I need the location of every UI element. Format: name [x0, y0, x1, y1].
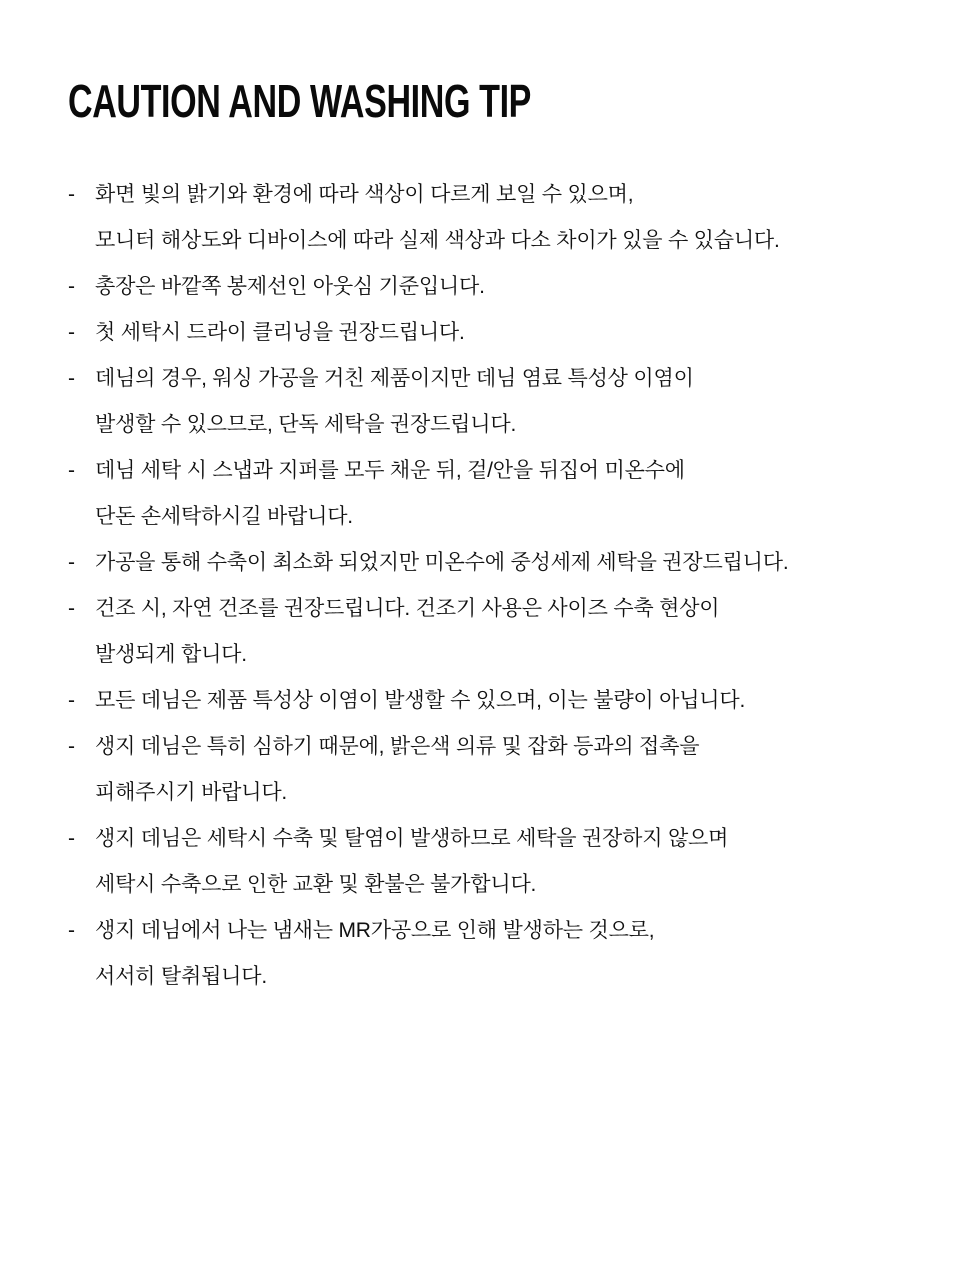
list-item-line: 데님 세탁 시 스냅과 지퍼를 모두 채운 뒤, 겉/안을 뒤집어 미온수에 [95, 459, 685, 482]
list-item-text [95, 724, 898, 816]
list-item [68, 448, 898, 540]
list-item-line: 생지 데님은 세탁시 수축 및 탈염이 발생하므로 세탁을 권장하지 않으며 [95, 827, 729, 850]
list-item-line: 모든 데님은 제품 특성상 이염이 발생할 수 있으며, 이는 불량이 아닙니다. [95, 689, 746, 712]
list-item-text [95, 908, 898, 1000]
bullet-dash: - [68, 919, 75, 942]
list-item-line: 세탁시 수축으로 인한 교환 및 환불은 불가합니다. [95, 873, 537, 896]
list-item-line: 가공을 통해 수축이 최소화 되었지만 미온수에 중성세제 세탁을 권장드립니다. [95, 551, 789, 574]
list-item-text [95, 310, 898, 356]
list-item-line: 생지 데님은 특히 심하기 때문에, 밝은색 의류 및 잡화 등과의 접촉을 [95, 735, 700, 758]
list-item [68, 678, 898, 724]
list-item [68, 724, 898, 816]
list-item [68, 264, 898, 310]
list-item-text [95, 448, 898, 540]
list-item [68, 586, 898, 678]
list-item-text [95, 172, 898, 264]
list-item-line: 건조 시, 자연 건조를 권장드립니다. 건조기 사용은 사이즈 수축 현상이 [95, 597, 720, 620]
list-item [68, 540, 898, 586]
list-item [68, 172, 898, 264]
bullet-dash: - [68, 183, 75, 206]
list-item-line: 첫 세탁시 드라이 클리닝을 권장드립니다. [95, 321, 465, 344]
list-item-line: 단돈 손세탁하시길 바랍니다. [95, 505, 353, 528]
list-item-text [95, 816, 898, 908]
list-item-text [95, 678, 898, 724]
list-item-line: 발생되게 합니다. [95, 643, 247, 666]
list-item-line: 데님의 경우, 워싱 가공을 거친 제품이지만 데님 염료 특성상 이염이 [95, 367, 694, 390]
list-item-line: 생지 데님에서 나는 냄새는 MR가공으로 인해 발생하는 것으로, [95, 919, 655, 942]
bullet-dash: - [68, 321, 75, 344]
list-item-line: 모니터 해상도와 디바이스에 따라 실제 색상과 다소 차이가 있을 수 있습니다. [95, 229, 780, 252]
bullet-dash: - [68, 551, 75, 574]
list-item-text [95, 586, 898, 678]
list-item [68, 356, 898, 448]
bullet-dash: - [68, 597, 75, 620]
list-item [68, 310, 898, 356]
bullet-dash: - [68, 367, 75, 390]
list-item-line: 발생할 수 있으므로, 단독 세탁을 권장드립니다. [95, 413, 517, 436]
list-item-text [95, 356, 898, 448]
list-item [68, 816, 898, 908]
bullet-dash: - [68, 459, 75, 482]
list-item-line: 화면 빛의 밝기와 환경에 따라 색상이 다르게 보일 수 있으며, [95, 183, 634, 206]
list-item [68, 908, 898, 1000]
bullet-dash: - [68, 689, 75, 712]
bullet-dash: - [68, 735, 75, 758]
page-title: CAUTION AND WASHING TIP [68, 75, 531, 127]
bullet-dash: - [68, 275, 75, 298]
caution-list [68, 172, 898, 1000]
list-item-line: 총장은 바깥쪽 봉제선인 아웃심 기준입니다. [95, 275, 485, 298]
list-item-line: 서서히 탈취됩니다. [95, 965, 267, 988]
list-item-line: 피해주시기 바랍니다. [95, 781, 288, 804]
list-item-text [95, 264, 898, 310]
bullet-dash: - [68, 827, 75, 850]
list-item-text [95, 540, 898, 586]
